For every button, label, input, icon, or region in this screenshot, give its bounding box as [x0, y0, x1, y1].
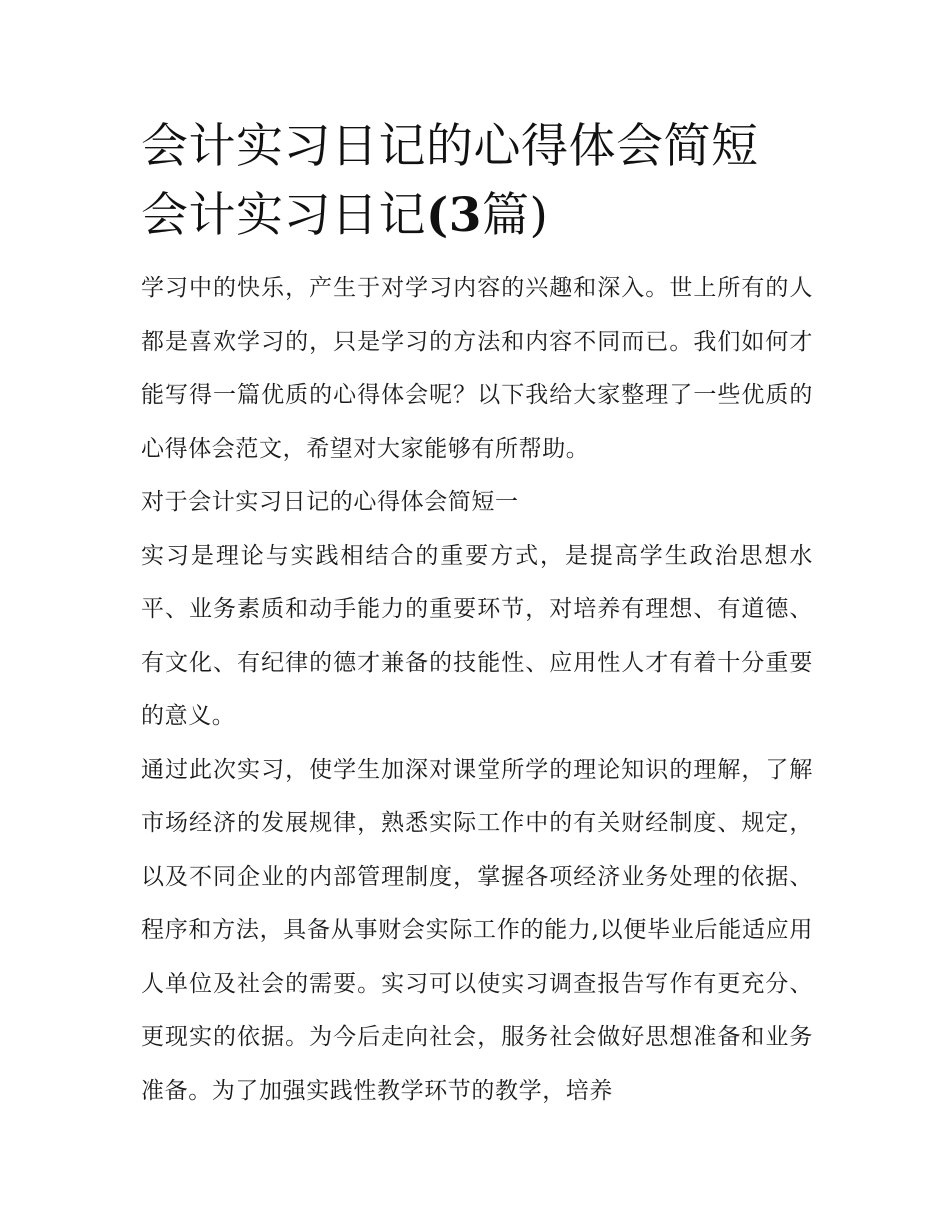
body-paragraph: 实习是理论与实践相结合的重要方式，是提高学生政治思想水平、业务素质和动手能力的重要环节，对培养有理想、有道德、有文化、有纪律的德才兼备的技能性、应用性人才有着十分重要的意义。	[141, 542, 813, 729]
body-paragraph: 通过此次实习，使学生加深对课堂所学的理论知识的理解，了解市场经济的发展规律，熟悉实际工作中的有关财经制度、规定，以及不同企业的内部管理制度，掌握各项经济业务处理的依据、程序和方法，具备从事财会实际工作的能力,以便毕业后能适应用人单位及社会的需要。实习可以使实习调查报告写作有更充分、更现实的依据。为今后走向社会，服务社会做好思想准备和业务准备。为了加强实践性教学环节的教学，培养	[141, 756, 813, 1104]
intro-paragraph: 学习中的快乐，产生于对学习内容的兴趣和深入。世上所有的人都是喜欢学习的，只是学习的方法和内容不同而已。我们如何才能写得一篇优质的心得体会呢？以下我给大家整理了一些优质的心得体会范文，希望对大家能够有所帮助。	[141, 275, 813, 462]
title-line-2-suffix: 篇)	[481, 188, 549, 243]
section-heading: 对于会计实习日记的心得体会简短一	[141, 489, 519, 515]
document-title	[141, 112, 813, 250]
document-page	[141, 112, 813, 1118]
title-line-1: 会计实习日记的心得体会简短	[141, 119, 759, 174]
title-line-2-prefix: 会计实习日记	[141, 188, 426, 243]
title-line-2-count: (3	[426, 188, 482, 243]
